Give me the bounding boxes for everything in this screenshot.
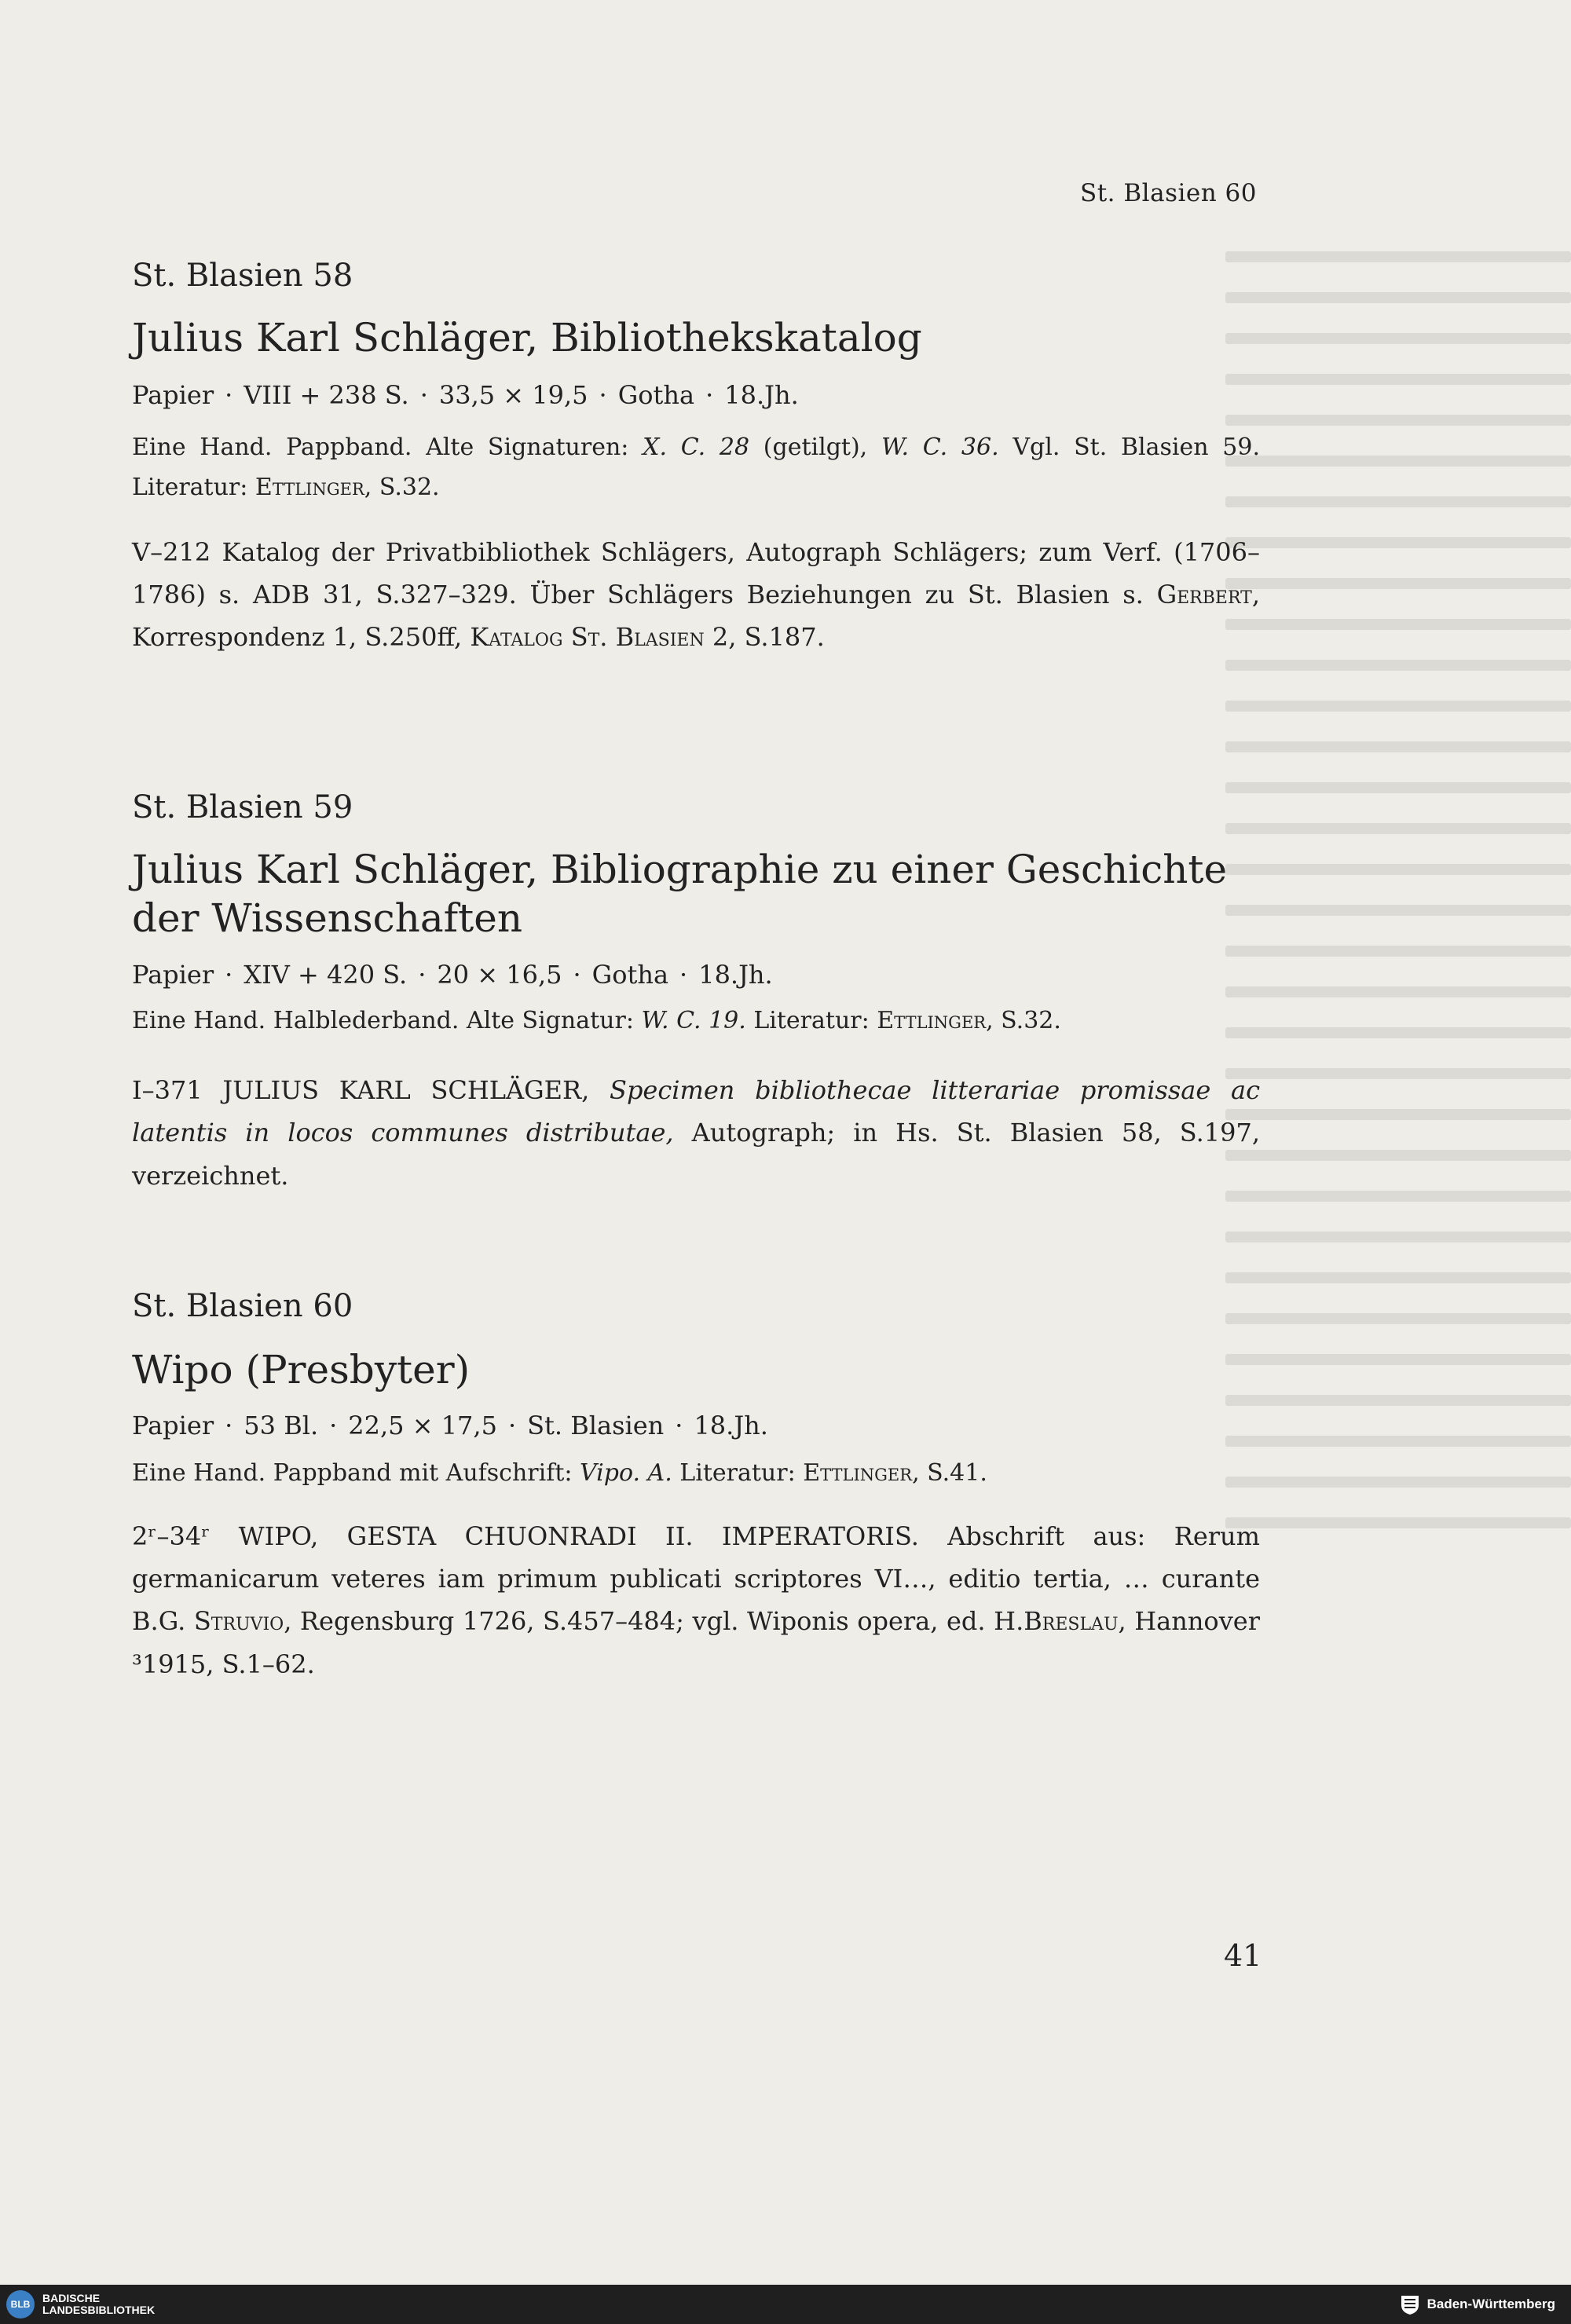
entry-title: Wipo (Presbyter) [132, 1347, 471, 1393]
library-name[interactable]: BADISCHE LANDESBIBLIOTHEK [42, 2291, 156, 2316]
codicology-line: Papier · XIV + 420 S. · 20 × 16,5 · Gotha · 18.Jh. [132, 960, 773, 990]
bleed-through-background [1225, 251, 1571, 1587]
shelfmark: St. Blasien 59 [132, 789, 353, 825]
content-description: 2ʳ–34ʳ WIPO, GESTA CHUONRADI II. IMPERATORIS. Abschrift aus: Rerum germanicarum veteres iam primum publicati scriptores VI…, editio tertia, … curante B.G. Struvio, Regensburg 1726, S.457–484; vgl. Wiponis opera, ed. H.Breslau, Hannover ³1915, S.1–62. [132, 1521, 1261, 1679]
running-head: St. Blasien 60 [1079, 179, 1257, 207]
entry-title: Julius Karl Schläger, Bibliographie zu einer Geschichte der Wissenschaften [132, 847, 1228, 941]
catalog-entry [132, 789, 1260, 1197]
state-logo[interactable]: Baden-Württemberg [1399, 2293, 1555, 2316]
catalog-entry [132, 1288, 1260, 1685]
physical-description: Eine Hand. Pappband mit Aufschrift: Vipo. A. Literatur: Ettlinger, S.41. [132, 1458, 987, 1487]
content-description: I–371 JULIUS KARL SCHLÄGER, Specimen bibliothecae litterariae promissae ac latentis in locos communes distributae, Autograph; in Hs. St. Blasien 58, S.197, verzeichnet. [132, 1075, 1261, 1191]
blb-logo-icon[interactable]: BLB [6, 2290, 35, 2319]
footer-bar [0, 2285, 1571, 2324]
shelfmark: St. Blasien 58 [132, 258, 353, 294]
physical-description: Eine Hand. Pappband. Alte Signaturen: X. C. 28 (getilgt), W. C. 36. Vgl. St. Blasien 59. Literatur: Ettlinger, S.32. [132, 433, 1261, 501]
codicology-line: Papier · 53 Bl. · 22,5 × 17,5 · St. Blasien · 18.Jh. [132, 1410, 768, 1440]
content-description: V–212 Katalog der Privatbibliothek Schlägers, Autograph Schlägers; zum Verf. (1706–1786) s. ADB 31, S.327–329. Über Schlägers Beziehungen zu St. Blasien s. Gerbert, Korrespondenz 1, S.250ff, Katalog St. Blasien 2, S.187. [132, 536, 1260, 653]
catalog-entry [132, 258, 1260, 659]
physical-description: Eine Hand. Halblederband. Alte Signatur: W. C. 19. Literatur: Ettlinger, S.32. [132, 1007, 1061, 1034]
page-number: 41 [1224, 1938, 1262, 1973]
entry-title: Julius Karl Schläger, Bibliothekskatalog [132, 315, 922, 360]
codicology-line: Papier · VIII + 238 S. · 33,5 × 19,5 · Gotha · 18.Jh. [132, 379, 799, 410]
shelfmark: St. Blasien 60 [132, 1288, 353, 1324]
coat-of-arms-icon [1399, 2293, 1421, 2316]
